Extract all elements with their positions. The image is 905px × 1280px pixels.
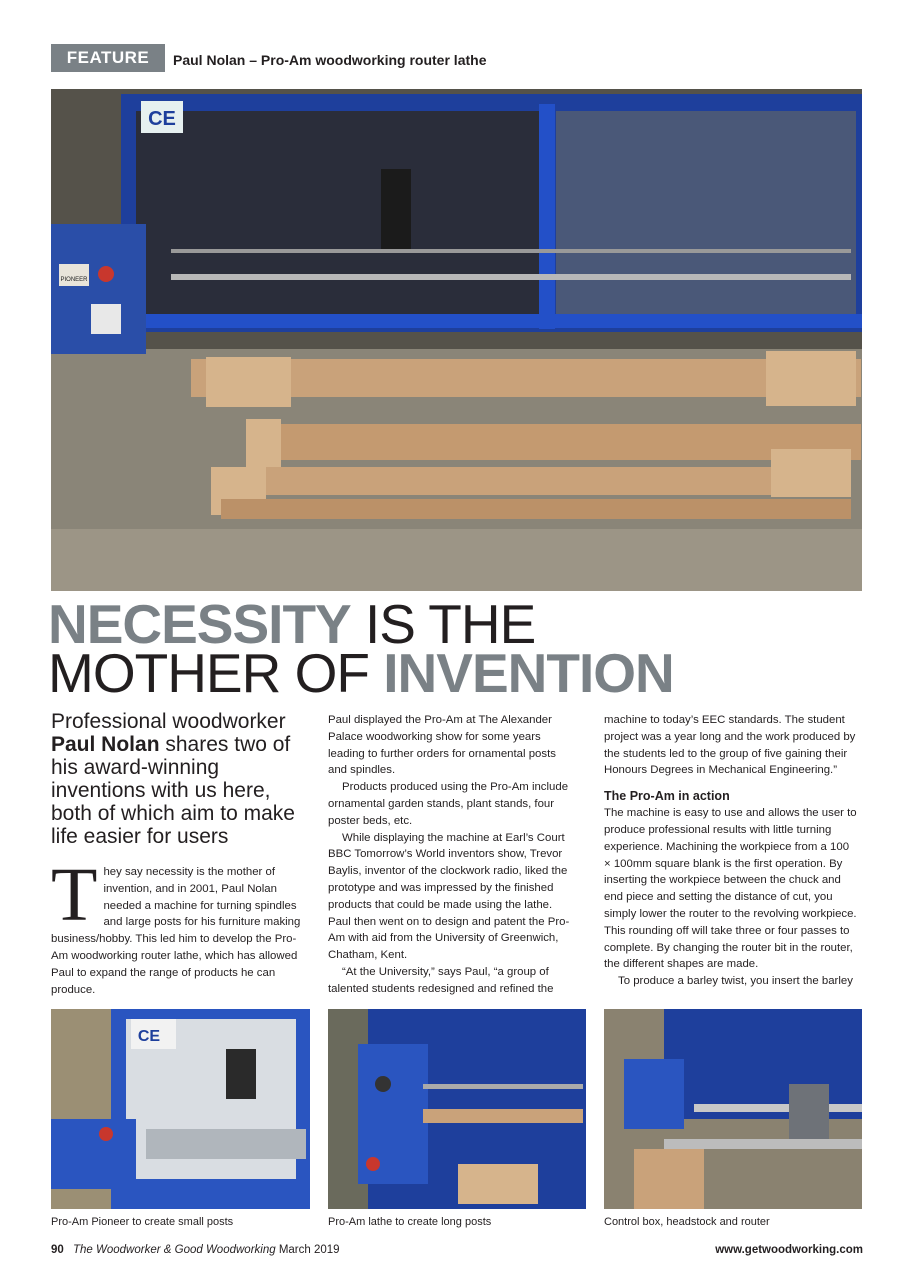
headline — [48, 593, 674, 704]
router-lathe-photo — [51, 89, 862, 591]
standfirst-name: Paul Nolan — [51, 733, 160, 756]
col2-paragraph-1: Paul displayed the Pro-Am at The Alexander Palace woodworking show for some years leading to further orders for ornamental posts and spindles. — [328, 714, 556, 777]
col3-paragraph-1: machine to today’s EEC standards. The student project was a year long and the work produced by the students led to the group of five gaining their Honours Degrees in Mechanical Engineering.” — [604, 714, 856, 777]
footer-left — [51, 1244, 340, 1256]
body-column-3 — [604, 712, 858, 990]
control-box-photo — [604, 1009, 862, 1209]
pioneer-photo — [51, 1009, 310, 1209]
ce-mark-small: CE — [137, 1028, 161, 1045]
headline-invention: INVENTION — [383, 642, 674, 704]
headline-necessity: NECESSITY — [48, 593, 351, 655]
col3-heading: The Pro-Am in action — [604, 789, 730, 804]
col3-paragraph-2: The machine is easy to use and allows the user to produce professional results with little turning experience. Machining the workpiece from a 100 × 100mm square blank is the first operation. By inserting the workpiece between the chuck and end piece and setting the distance of cut, you simply lower the router to the revolving workpiece. This rounding off will take three or four passes to complete. By changing the router bit in the router, the different shapes are made. — [604, 807, 857, 971]
publication-name: The Woodworker & Good Woodworking — [73, 1244, 276, 1256]
page-number: 90 — [51, 1244, 64, 1256]
col3-paragraph-3: To produce a barley twist, you insert the barley — [618, 975, 853, 988]
photo-control-box — [604, 1009, 862, 1209]
photo-pioneer — [51, 1009, 310, 1209]
section-tag: FEATURE — [51, 44, 165, 72]
caption-1: Pro-Am Pioneer to create small posts — [51, 1216, 234, 1228]
header-title: Paul Nolan – Pro-Am woodworking router lathe — [173, 52, 487, 68]
caption-2: Pro-Am lathe to create long posts — [328, 1216, 492, 1228]
col2-paragraph-3: While displaying the machine at Earl’s Court BBC Tomorrow’s World inventors show, Trevor Baylis, inventor of the clockwork radio, liked the prototype and was impressed by the finished products that could be made using the lathe. Paul then went on to design and patent the Pro-Am with aid from the University of Greenwich, Chatham, Kent. — [328, 831, 570, 962]
col2-paragraph-4: “At the University,” says Paul, “a group of talented students redesigned and refined the — [328, 965, 554, 995]
col2-paragraph-2: Products produced using the Pro-Am include ornamental garden stands, plant stands, four poster beds, etc. — [328, 781, 569, 827]
headline-line1-rest: IS THE — [350, 593, 536, 655]
main-photo — [51, 89, 862, 591]
photo-long-lathe — [328, 1009, 586, 1209]
body-column-2 — [328, 712, 574, 998]
caption-3: Control box, headstock and router — [604, 1216, 770, 1228]
issue-date: March 2019 — [278, 1244, 340, 1256]
standfirst-pre: Professional woodworker — [51, 710, 286, 733]
long-lathe-photo — [328, 1009, 586, 1209]
ce-mark: CE — [148, 108, 176, 130]
body-column-1 — [51, 853, 307, 998]
website-link[interactable]: www.getwoodworking.com — [715, 1244, 863, 1256]
standfirst-post: shares two of his award-winning inventions with us here, both of which aim to make life easier for users — [51, 733, 295, 848]
drop-cap: T — [51, 853, 98, 937]
standfirst — [51, 710, 313, 848]
col1-paragraph-1: hey say necessity is the mother of invention, and in 2001, Paul Nolan needed a machine for turning spindles and large posts for his furniture making business/hobby. This led him to develop the Pro-Am woodworking router lathe, which has allowed Paul to expand the range of products he can produce. — [51, 866, 301, 996]
brand-label: PIONEER — [60, 277, 88, 283]
headline-line2-rest: MOTHER OF — [48, 642, 384, 704]
